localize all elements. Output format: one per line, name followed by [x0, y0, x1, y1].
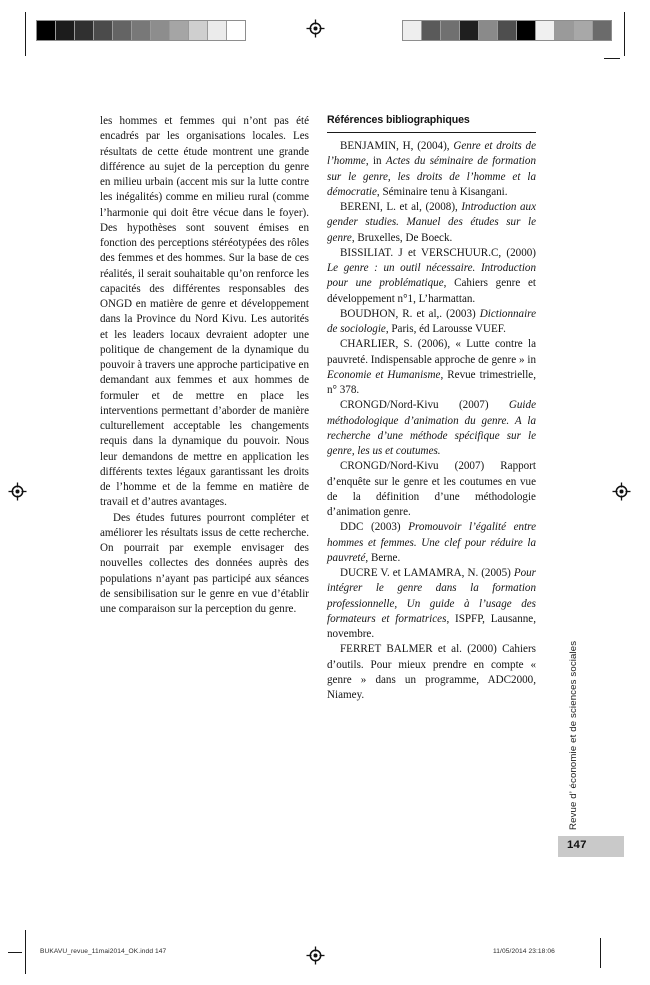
grayscale-patch: [37, 21, 56, 40]
grayscale-patch: [422, 21, 441, 40]
heading-rule: [327, 132, 536, 133]
reference-text: , ISPFP, Lausanne, novembre.: [327, 612, 536, 640]
reference-title: Promouvoir l’égalité entre hommes et femmes. Une clef pour réduire la pauvreté: [327, 521, 536, 564]
references-column-right: [327, 114, 536, 703]
reference-text: BOUDHON, R. et al,. (2003): [340, 307, 480, 320]
grayscale-patch: [479, 21, 498, 40]
grayscale-step-wedge-left: [36, 20, 246, 41]
running-head: [556, 370, 579, 830]
footer-timestamp: 11/05/2014 23:18:06: [493, 948, 555, 955]
grayscale-patch: [460, 21, 479, 40]
reference-entry: [327, 566, 536, 642]
page-number-badge: [558, 836, 624, 857]
body-paragraph: les hommes et femmes qui n’ont pas été encadrés par les organisations locales. Les résultats de cette étude montrent une grande différence au sujet de la perception du genre en milieu urbain (accent mis sur la lutte contre les inégalités) comme en milieu rural (comme l’harmonie qui doit être vécue dans le foyer). Des hypothèses sont souvent émises en fonction des perceptions stéréotypées des rôles des femmes et des hommes. Sur la base de ces réalités, il serait souhaitable qu’on renforce les capacités des différentes responsables des ONGD en matière de genre et développement dans la Province du Nord Kivu. Les autorités et les leaders locaux devraient adopter une politique de changement de la dynamique du pouvoir à travers une approche participative en demandant aux femmes et aux hommes de formuler et de mettre en place les interventions permettant d’aborder de manière culturellement acceptable les changements requis dans la dynamique du pouvoir. Nous leur demandons de mettre en application les différents textes légaux garantissant les droits de l’homme et de la femme en matière de travail et d’autres avantages.: [100, 115, 309, 509]
grayscale-patch: [56, 21, 75, 40]
reference-text: , Berne.: [365, 551, 401, 564]
grayscale-patch: [132, 21, 151, 40]
reference-text: , in: [365, 155, 386, 168]
reference-entry: [327, 520, 536, 566]
registration-target-icon: [306, 946, 325, 965]
grayscale-control-strip-right: [402, 20, 612, 41]
page-number: 147: [567, 839, 587, 851]
grayscale-patch: [208, 21, 227, 40]
grayscale-patch: [574, 21, 593, 40]
grayscale-patch: [441, 21, 460, 40]
grayscale-patch: [189, 21, 208, 40]
crop-mark-top-right: [624, 12, 625, 56]
reference-entry: [327, 200, 536, 246]
reference-title: Guide méthodologique d’animation du genre. A la recherche d’une méthode spécifique sur le genre, les us et coutumes.: [327, 399, 536, 457]
reference-text: FERRET BALMER et al. (2000) Cahiers d’outils. Pour mieux prendre en compte « genre » dans un programme, ADC2000, Niamey.: [327, 643, 536, 701]
body-paragraph: Des études futures pourront compléter et améliorer les résultats issus de cette recherche. On pourrait par exemple envisager des nouvelles collectes des données auprès des populations n’ayant pas participé aux séances de sensibilisation sur le genre en vue d’établir une comparaison sur la perception du genre.: [100, 511, 309, 615]
grayscale-patch: [94, 21, 113, 40]
reference-title: Le genre : un outil nécessaire. Introduction pour une problématique: [327, 262, 536, 290]
grayscale-patch: [403, 21, 422, 40]
registration-target-icon: [8, 482, 27, 501]
crop-mark-bottom-right: [600, 938, 601, 968]
grayscale-patch: [227, 21, 245, 40]
grayscale-patch: [593, 21, 611, 40]
reference-entry: [327, 398, 536, 459]
running-head-label: Revue d’ économie et de sciences sociales: [568, 640, 579, 830]
reference-title: Introduction aux gender studies. Manuel des études sur le genre: [327, 201, 536, 244]
reference-entry: [327, 337, 536, 398]
grayscale-patch: [555, 21, 574, 40]
grayscale-patch: [498, 21, 517, 40]
reference-text: BERENI, L. et al, (2008),: [340, 201, 462, 213]
reference-text: , Cahiers genre et développement n°1, L’harmattan.: [327, 277, 536, 305]
reference-title: Economie et Humanisme: [327, 368, 441, 381]
reference-title: Genre et droits de l’homme: [327, 140, 536, 168]
reference-text: BISSILIAT. J et VERSCHUUR.C, (2000): [340, 246, 536, 259]
reference-text: BENJAMIN, H, (2004),: [340, 140, 454, 152]
reference-title: Pour intégrer le genre dans la formation professionnelle, Un guide à l’usage des formateurs et formatrices: [327, 567, 536, 625]
grayscale-patch: [113, 21, 132, 40]
reference-title: Dictionnaire de sociologie: [327, 307, 536, 335]
reference-text: DUCRE V. et LAMAMRA, N. (2005): [340, 567, 514, 579]
grayscale-patch: [536, 21, 555, 40]
crop-mark-bottom-left: [25, 930, 26, 974]
footer-file-slug: BUKAVU_revue_11mai2014_OK.indd 147: [40, 948, 167, 955]
crop-mark-dash-right: [604, 58, 620, 59]
body-text-column-left: [100, 114, 309, 617]
grayscale-patch: [170, 21, 189, 40]
reference-text: DDC (2003): [340, 521, 409, 534]
references-list: [327, 139, 536, 703]
reference-text: , Séminaire tenu à Kisangani.: [376, 185, 508, 198]
reference-text: , Revue trimestrielle, n° 378.: [327, 368, 536, 396]
reference-entry: [327, 307, 536, 338]
reference-text: , Paris, éd Larousse VUEF.: [385, 323, 506, 335]
reference-text: CRONGD/Nord-Kivu (2007) Rapport d’enquête sur le genre et les coutumes en vue de la définition d’une méthodologie d’animation genre.: [327, 460, 536, 518]
grayscale-patch: [151, 21, 170, 40]
reference-text: CHARLIER, S. (2006), « Lutte contre la pauvreté. Indispensable approche de genre » in: [327, 338, 536, 366]
reference-text: CRONGD/Nord-Kivu (2007): [340, 399, 509, 412]
grayscale-patch: [75, 21, 94, 40]
grayscale-patch: [517, 21, 536, 40]
registration-target-icon: [306, 19, 325, 38]
reference-text: , Bruxelles, De Boeck.: [351, 231, 453, 244]
reference-entry: [327, 139, 536, 200]
reference-entry: [327, 246, 536, 307]
crop-mark-dash-left: [8, 952, 22, 953]
reference-title: Actes du séminaire de formation sur le genre, les droits de l’homme et la démocratie: [327, 155, 536, 198]
crop-mark-top-left: [25, 12, 26, 56]
registration-target-icon: [612, 482, 631, 501]
reference-entry: [327, 642, 536, 703]
reference-entry: [327, 459, 536, 520]
references-heading: Références bibliographiques: [327, 114, 470, 126]
